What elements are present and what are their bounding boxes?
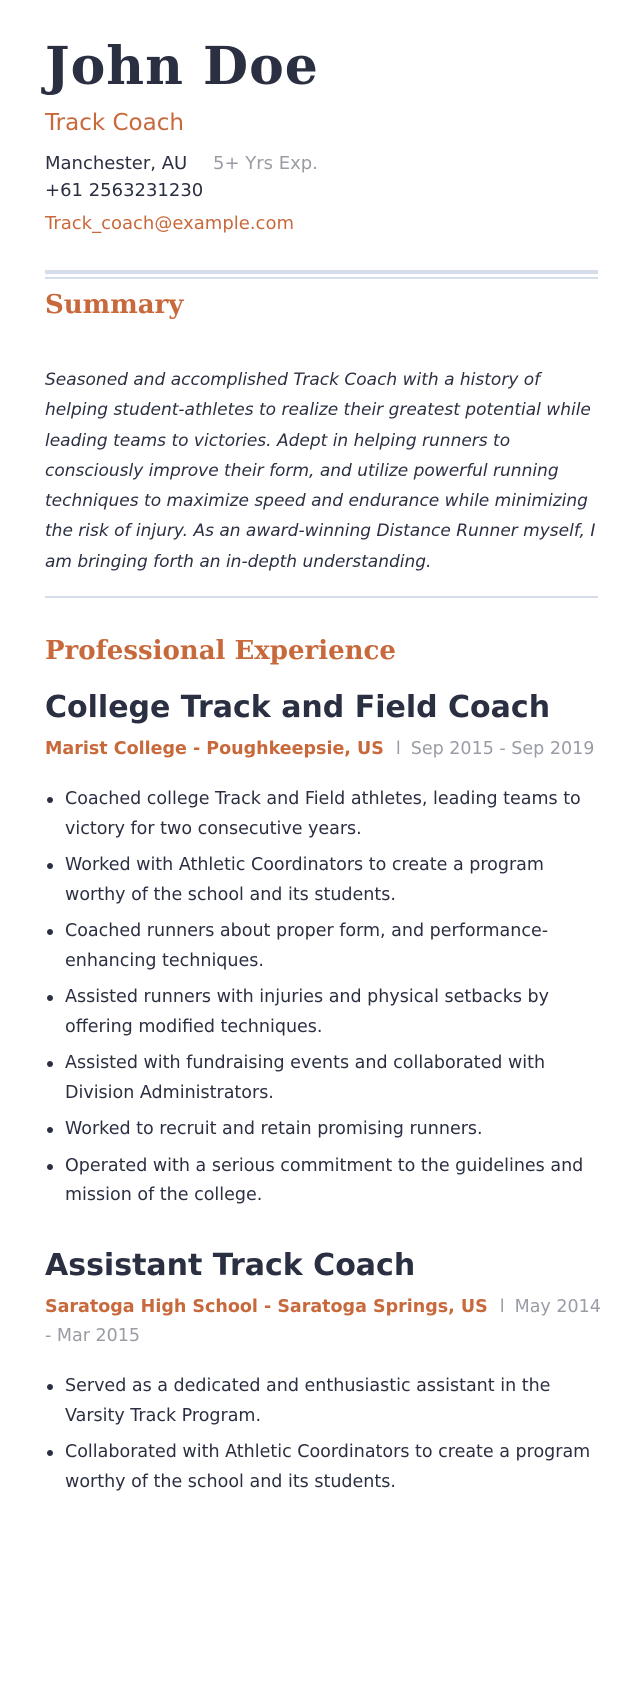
job-meta: [45, 1293, 605, 1351]
company-name: Saratoga High School - Saratoga Springs, US: [45, 1297, 488, 1317]
list-item: Coached runners about proper form, and performance-enhancing techniques.: [45, 917, 605, 976]
job-dates: May 2014 - Mar 2015: [45, 1297, 601, 1346]
summary-text: Seasoned and accomplished Track Coach with a history of helping student-athletes to realize their greatest potential while leading teams to victories. Adept in helping runners to consciously improve their form, and utilize powerful running techniques to maximize speed and endurance while minimizing the risk of injury. As an award-winning Distance Runner myself, I am bringing forth an in-depth understanding.: [45, 370, 596, 572]
years-experience: 5+ Yrs Exp.: [213, 153, 318, 174]
list-item: Served as a dedicated and enthusiastic assistant in the Varsity Track Program.: [45, 1372, 605, 1431]
meta-separator: l: [395, 739, 401, 759]
email-link[interactable]: Track_coach@example.com: [45, 213, 294, 234]
section-divider: [45, 596, 598, 598]
meta-separator: l: [499, 1297, 505, 1317]
location: Manchester, AU: [45, 153, 188, 174]
list-item: Operated with a serious commitment to the guidelines and mission of the college.: [45, 1152, 605, 1211]
candidate-name: John Doe: [45, 36, 319, 97]
list-item: Assisted with fundraising events and collaborated with Division Administrators.: [45, 1049, 605, 1108]
job-dates: Sep 2015 - Sep 2019: [410, 739, 595, 759]
experience-heading: Professional Experience: [45, 636, 396, 666]
phone-number: +61 2563231230: [45, 180, 204, 201]
list-item: Worked to recruit and retain promising runners.: [45, 1115, 605, 1145]
header-divider: [45, 270, 598, 279]
list-item: Worked with Athletic Coordinators to create a program worthy of the school and its students.: [45, 851, 605, 910]
job-meta: [45, 735, 605, 764]
list-item: Assisted runners with injuries and physical setbacks by offering modified techniques.: [45, 983, 605, 1042]
job-bullets: [45, 1372, 605, 1504]
job-bullets: [45, 785, 605, 1218]
candidate-title: Track Coach: [45, 110, 184, 136]
list-item: Coached college Track and Field athletes, leading teams to victory for two consecutive years.: [45, 785, 605, 844]
summary-heading: Summary: [45, 290, 184, 320]
company-name: Marist College - Poughkeepsie, US: [45, 739, 384, 759]
job-title: Assistant Track Coach: [45, 1248, 416, 1283]
list-item: Collaborated with Athletic Coordinators to create a program worthy of the school and its students.: [45, 1438, 605, 1497]
job-title: College Track and Field Coach: [45, 690, 551, 725]
